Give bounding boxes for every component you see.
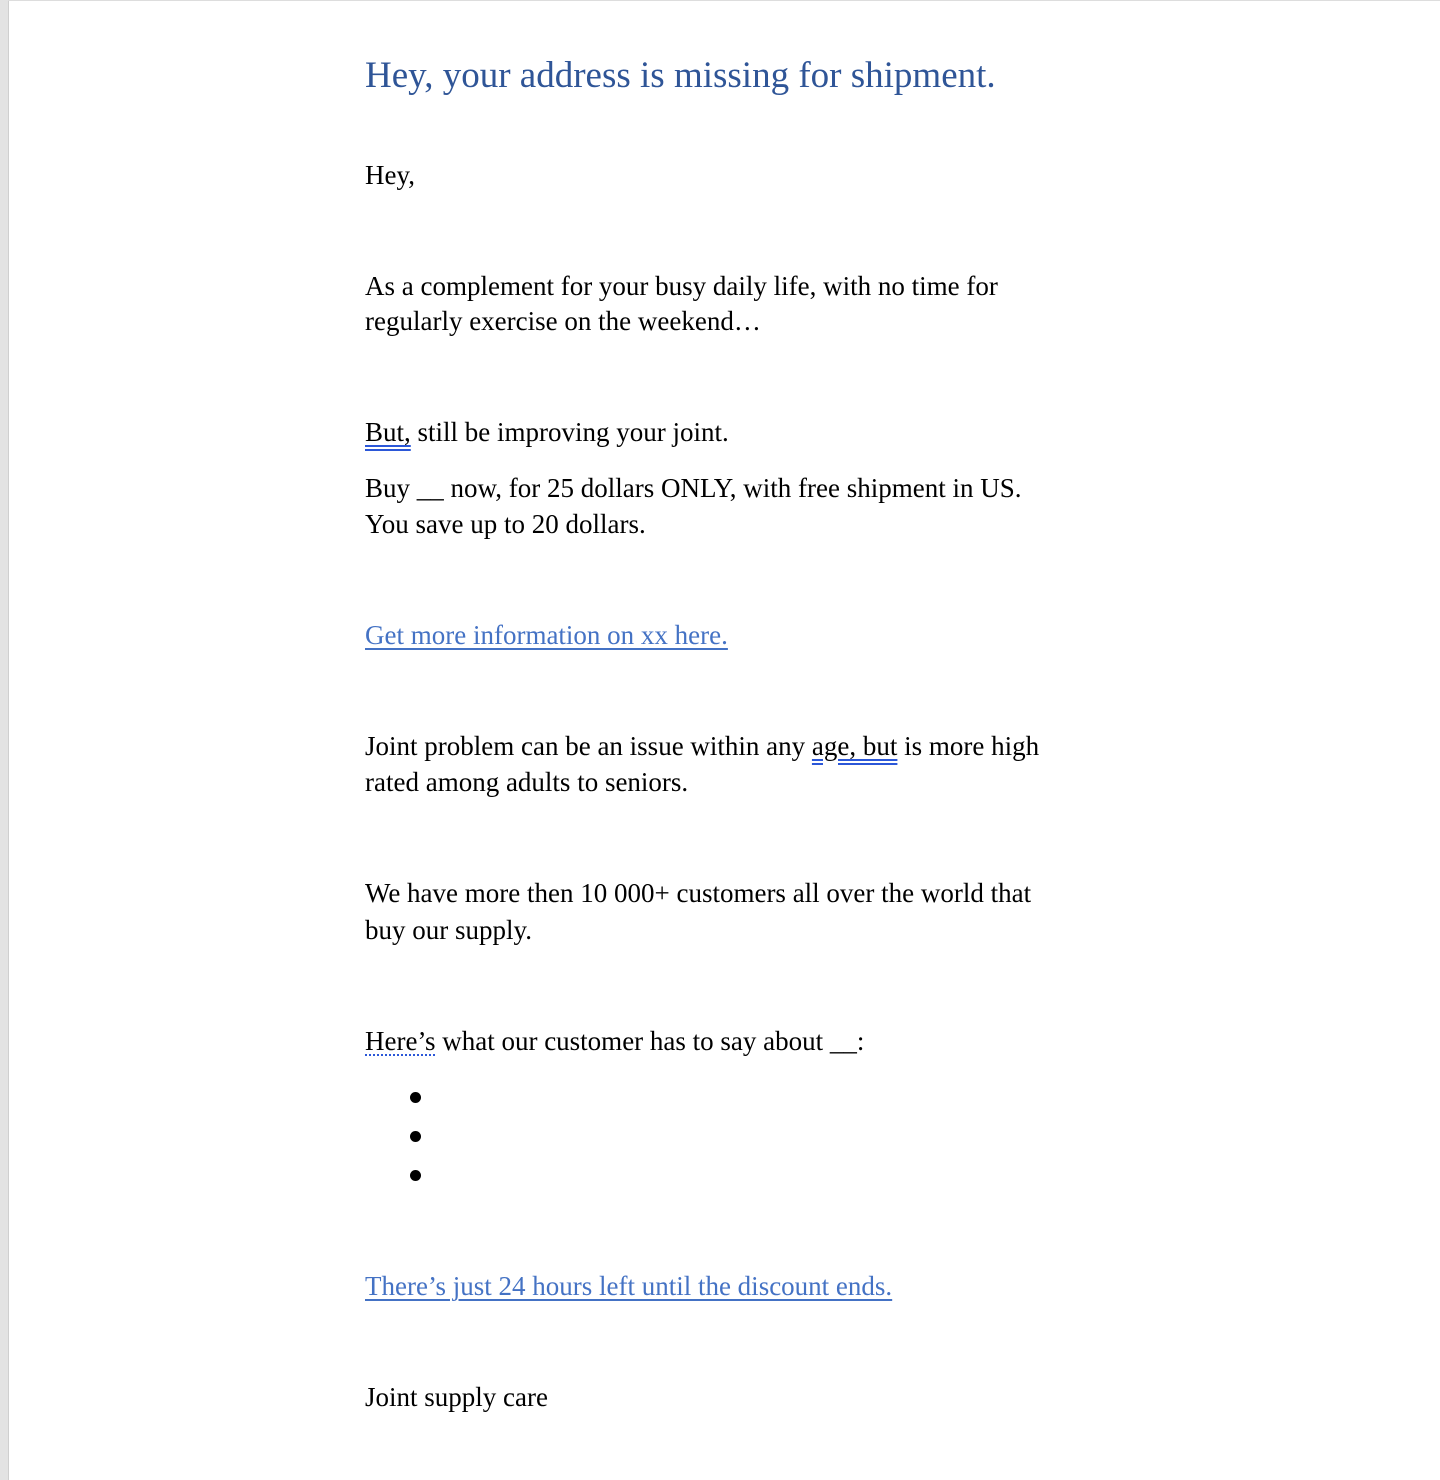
window-left-edge xyxy=(0,0,9,1480)
testimonial-bullet-list xyxy=(365,1079,765,1196)
list-item[interactable] xyxy=(365,1118,765,1157)
discount-paragraph xyxy=(365,1268,892,1304)
grammar-flag-but: But, xyxy=(365,417,411,447)
joint-problem-text: Joint problem can be an issue within any xyxy=(365,731,812,761)
customers-line-2: buy our supply. xyxy=(365,915,532,945)
joint-problem-text-end: is more high xyxy=(897,731,1040,761)
joint-problem-line-1 xyxy=(365,728,1039,764)
grammar-flag-heres: Here’s xyxy=(365,1026,436,1056)
signature: Joint supply care xyxy=(365,1382,548,1412)
pitch-paragraph xyxy=(365,414,729,450)
testimonial-intro-text: what our customer has to say about __: xyxy=(435,1026,865,1056)
pitch-text: still be improving your joint. xyxy=(410,417,729,447)
bullet-icon xyxy=(410,1092,421,1103)
grammar-flag-age-but: age, but xyxy=(811,731,898,761)
bullet-icon xyxy=(410,1131,421,1142)
joint-problem-line-2: rated among adults to seniors. xyxy=(365,767,689,797)
bullet-icon xyxy=(410,1170,421,1181)
greeting: Hey, xyxy=(365,160,415,190)
offer-line-1: Buy __ now, for 25 dollars ONLY, with free shipment in US. xyxy=(365,473,1022,503)
intro-line-2: regularly exercise on the weekend… xyxy=(365,306,761,336)
customers-line-1: We have more then 10 000+ customers all over the world that xyxy=(365,878,1032,908)
info-paragraph xyxy=(365,617,728,653)
discount-link[interactable]: There’s just 24 hours left until the discount ends. xyxy=(365,1271,893,1301)
intro-line-1: As a complement for your busy daily life, with no time for xyxy=(365,271,998,301)
document-title: Hey, your address is missing for shipment. xyxy=(365,55,996,96)
info-link[interactable]: Get more information on xx here. xyxy=(365,620,728,650)
document-page[interactable] xyxy=(9,1,1440,1480)
testimonial-intro xyxy=(365,1023,864,1059)
list-item[interactable] xyxy=(365,1079,765,1118)
list-item[interactable] xyxy=(365,1157,765,1196)
offer-line-2: You save up to 20 dollars. xyxy=(365,509,646,539)
